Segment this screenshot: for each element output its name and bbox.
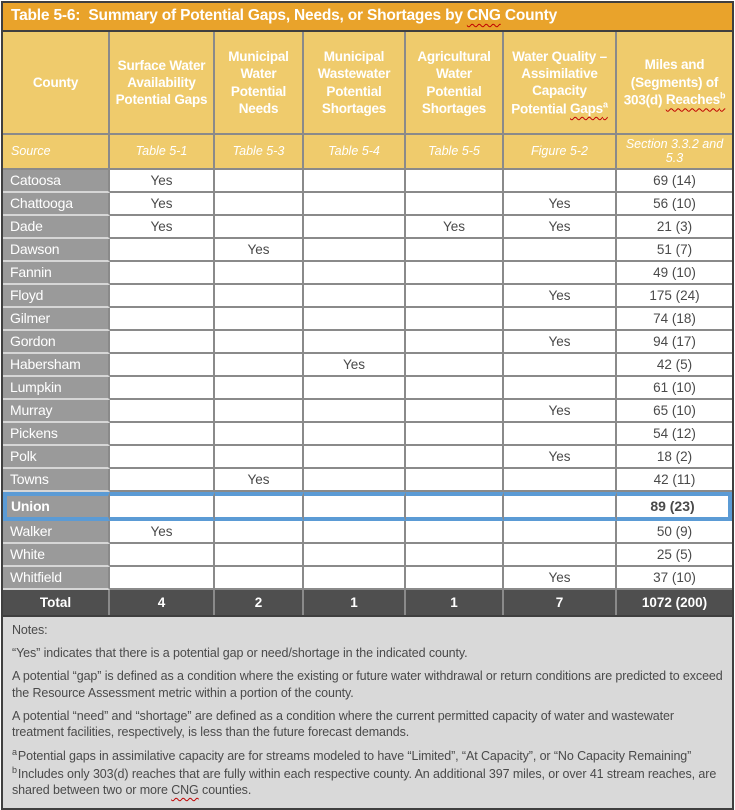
county-cell: Murray xyxy=(3,400,110,423)
value-cell xyxy=(110,239,215,262)
source-table-5-5: Table 5-5 xyxy=(406,135,504,170)
value-cell xyxy=(406,170,504,193)
value-cell xyxy=(504,354,617,377)
value-cell xyxy=(304,521,406,544)
value-cell xyxy=(110,308,215,331)
value-cell xyxy=(504,423,617,446)
miles-cell: 42 (11) xyxy=(617,469,732,492)
value-cell xyxy=(406,285,504,308)
miles-cell: 18 (2) xyxy=(617,446,732,469)
value-cell: Yes xyxy=(110,193,215,216)
value-cell xyxy=(304,446,406,469)
misspelled-word-gaps xyxy=(570,101,608,116)
gaps-word: Gaps xyxy=(570,101,603,117)
county-cell: Lumpkin xyxy=(3,377,110,400)
value-cell xyxy=(406,331,504,354)
value-cell xyxy=(110,446,215,469)
gaps-needs-shortages-table xyxy=(3,32,732,615)
footnote-b-marker: b xyxy=(12,764,17,775)
value-cell xyxy=(110,354,215,377)
miles-cell: 42 (5) xyxy=(617,354,732,377)
total-agricultural-water: 1 xyxy=(406,590,504,615)
source-table-5-4: Table 5-4 xyxy=(304,135,406,170)
value-cell xyxy=(406,521,504,544)
county-cell: Fannin xyxy=(3,262,110,285)
table-row-chattooga xyxy=(3,193,732,216)
miles-cell: 21 (3) xyxy=(617,216,732,239)
footnote-b xyxy=(12,765,723,799)
value-cell xyxy=(215,521,304,544)
value-cell: Yes xyxy=(215,239,304,262)
value-cell xyxy=(406,423,504,446)
value-cell xyxy=(304,331,406,354)
source-row xyxy=(3,135,732,170)
footnote-b-text-end: counties. xyxy=(198,783,252,798)
value-cell xyxy=(215,262,304,285)
total-water-quality: 7 xyxy=(504,590,617,615)
table-row-murray xyxy=(3,400,732,423)
value-cell xyxy=(215,170,304,193)
miles-cell: 37 (10) xyxy=(617,567,732,590)
county-cell: Walker xyxy=(3,521,110,544)
footnote-a-text: Potential gaps in assimilative capacity are for streams modeled to have “Limited”, “At Capacity”, or “No Capacity Remaining” xyxy=(17,749,692,764)
table-row-dade xyxy=(3,216,732,239)
misspelled-word-cng: CNG xyxy=(466,7,501,24)
miles-cell: 74 (18) xyxy=(617,308,732,331)
source-figure-5-2: Figure 5-2 xyxy=(504,135,617,170)
source-table-5-3: Table 5-3 xyxy=(215,135,304,170)
value-cell xyxy=(304,544,406,567)
value-cell xyxy=(304,377,406,400)
value-cell xyxy=(110,262,215,285)
footnote-a xyxy=(12,747,723,764)
county-cell: Pickens xyxy=(3,423,110,446)
table-row-dawson xyxy=(3,239,732,262)
value-cell xyxy=(406,262,504,285)
value-cell: Yes xyxy=(406,216,504,239)
county-cell: Dawson xyxy=(3,239,110,262)
notes-section xyxy=(3,615,732,809)
total-label: Total xyxy=(3,590,110,615)
value-cell xyxy=(215,492,304,521)
total-miles: 1072 (200) xyxy=(617,590,732,615)
footnote-marker-b: b xyxy=(719,90,726,101)
miles-cell: 175 (24) xyxy=(617,285,732,308)
total-surface-water: 4 xyxy=(110,590,215,615)
value-cell xyxy=(110,469,215,492)
miles-cell: 50 (9) xyxy=(617,521,732,544)
col-header-municipal-water: Municipal Water Potential Needs xyxy=(215,32,304,135)
col-header-surface-water: Surface Water Availability Potential Gaps xyxy=(110,32,215,135)
county-cell: Whitfield xyxy=(3,567,110,590)
table-row-pickens xyxy=(3,423,732,446)
value-cell: Yes xyxy=(110,216,215,239)
value-cell xyxy=(110,423,215,446)
value-cell: Yes xyxy=(215,469,304,492)
value-cell xyxy=(215,423,304,446)
value-cell xyxy=(110,377,215,400)
col-header-municipal-wastewater: Municipal Wastewater Potential Shortages xyxy=(304,32,406,135)
value-cell xyxy=(215,193,304,216)
value-cell xyxy=(504,377,617,400)
miles-cell: 89 (23) xyxy=(617,492,732,521)
county-cell: Gordon xyxy=(3,331,110,354)
value-cell xyxy=(110,400,215,423)
value-cell xyxy=(215,567,304,590)
value-cell: Yes xyxy=(504,285,617,308)
value-cell: Yes xyxy=(504,193,617,216)
miles-cell: 25 (5) xyxy=(617,544,732,567)
note-yes-definition: “Yes” indicates that there is a potential gap or need/shortage in the indicated county. xyxy=(12,646,468,660)
table-row-walker xyxy=(3,521,732,544)
value-cell xyxy=(304,423,406,446)
miles-cell: 51 (7) xyxy=(617,239,732,262)
miles-cell: 65 (10) xyxy=(617,400,732,423)
county-cell: Dade xyxy=(3,216,110,239)
value-cell xyxy=(215,331,304,354)
value-cell xyxy=(304,308,406,331)
table-row-gilmer xyxy=(3,308,732,331)
header-row xyxy=(3,32,732,135)
value-cell: Yes xyxy=(504,567,617,590)
value-cell xyxy=(406,354,504,377)
value-cell xyxy=(215,216,304,239)
value-cell xyxy=(215,308,304,331)
value-cell: Yes xyxy=(304,354,406,377)
value-cell xyxy=(304,400,406,423)
value-cell xyxy=(504,308,617,331)
value-cell xyxy=(504,170,617,193)
value-cell xyxy=(406,308,504,331)
table-row-fannin xyxy=(3,262,732,285)
value-cell xyxy=(504,521,617,544)
footnote-marker-a: a xyxy=(602,99,608,110)
value-cell: Yes xyxy=(504,446,617,469)
value-cell xyxy=(406,400,504,423)
value-cell xyxy=(504,544,617,567)
value-cell xyxy=(304,262,406,285)
table-title-suffix: County xyxy=(500,7,558,24)
col-header-miles-segments xyxy=(617,32,732,135)
table-row-habersham xyxy=(3,354,732,377)
value-cell xyxy=(215,354,304,377)
value-cell xyxy=(304,285,406,308)
county-cell: White xyxy=(3,544,110,567)
miles-cell: 56 (10) xyxy=(617,193,732,216)
value-cell xyxy=(110,285,215,308)
value-cell xyxy=(304,469,406,492)
value-cell xyxy=(406,567,504,590)
value-cell xyxy=(215,285,304,308)
county-cell: Union xyxy=(3,492,110,521)
miles-cell: 49 (10) xyxy=(617,262,732,285)
note-gap-definition: A potential “gap” is defined as a condition where the existing or future water withdrawal or return conditions are predicted to exceed the Resource Assessment metric within a portion of the county. xyxy=(12,669,723,700)
value-cell: Yes xyxy=(110,521,215,544)
value-cell xyxy=(215,377,304,400)
value-cell xyxy=(304,239,406,262)
county-cell: Catoosa xyxy=(3,170,110,193)
value-cell xyxy=(304,193,406,216)
table-title-text: Table 5-6: Summary of Potential Gaps, Needs, or Shortages by xyxy=(11,7,467,24)
table-title xyxy=(3,3,732,32)
table-row-polk xyxy=(3,446,732,469)
miles-cell: 54 (12) xyxy=(617,423,732,446)
value-cell xyxy=(406,492,504,521)
value-cell xyxy=(215,400,304,423)
county-cell: Polk xyxy=(3,446,110,469)
miles-cell: 61 (10) xyxy=(617,377,732,400)
reaches-word: Reaches xyxy=(665,92,720,108)
table-row-lumpkin xyxy=(3,377,732,400)
value-cell xyxy=(406,469,504,492)
value-cell xyxy=(504,469,617,492)
table-row-catoosa xyxy=(3,170,732,193)
misspelled-word-cng-note: CNG xyxy=(171,783,199,798)
table-row-floyd xyxy=(3,285,732,308)
value-cell xyxy=(304,170,406,193)
value-cell xyxy=(110,544,215,567)
miles-cell: 69 (14) xyxy=(617,170,732,193)
total-municipal-wastewater: 1 xyxy=(304,590,406,615)
col-header-water-quality xyxy=(504,32,617,135)
miles-cell: 94 (17) xyxy=(617,331,732,354)
value-cell xyxy=(504,262,617,285)
county-cell: Floyd xyxy=(3,285,110,308)
miles-header-text: Miles and (Segments) of 303(d) xyxy=(623,57,719,108)
value-cell xyxy=(406,544,504,567)
county-cell: Towns xyxy=(3,469,110,492)
footnote-b-text: Includes only 303(d) reaches that are fully within each respective county. An additional 397 miles, or over 41 stream reaches, are shared between two or more xyxy=(12,766,717,798)
col-header-county: County xyxy=(3,32,110,135)
table-row-gordon xyxy=(3,331,732,354)
table-row-white xyxy=(3,544,732,567)
value-cell xyxy=(406,377,504,400)
source-table-5-1: Table 5-1 xyxy=(110,135,215,170)
value-cell xyxy=(406,446,504,469)
value-cell xyxy=(504,239,617,262)
table-row-whitfield xyxy=(3,567,732,590)
county-cell: Gilmer xyxy=(3,308,110,331)
footnote-a-marker: a xyxy=(12,747,17,758)
summary-table xyxy=(1,1,734,810)
value-cell xyxy=(406,239,504,262)
note-need-shortage-definition: A potential “need” and “shortage” are defined as a condition where the current permitted capacity of water and wastewater treatment facilities, respectively, is less than the future forecast demands. xyxy=(12,708,674,739)
value-cell xyxy=(304,492,406,521)
value-cell: Yes xyxy=(504,331,617,354)
total-municipal-water: 2 xyxy=(215,590,304,615)
source-section: Section 3.3.2 and 5.3 xyxy=(617,135,732,170)
county-cell: Habersham xyxy=(3,354,110,377)
value-cell xyxy=(406,193,504,216)
value-cell xyxy=(110,331,215,354)
value-cell xyxy=(304,567,406,590)
value-cell xyxy=(304,216,406,239)
table-row-union xyxy=(3,492,732,521)
value-cell: Yes xyxy=(110,170,215,193)
misspelled-word-reaches xyxy=(666,92,725,107)
source-label: Source xyxy=(3,135,110,170)
value-cell xyxy=(110,567,215,590)
value-cell: Yes xyxy=(504,216,617,239)
water-quality-header-text: Water Quality – Assimilative Capacity Potential xyxy=(511,48,607,117)
value-cell xyxy=(215,544,304,567)
col-header-agricultural-water: Agricultural Water Potential Shortages xyxy=(406,32,504,135)
value-cell xyxy=(215,446,304,469)
notes-heading: Notes: xyxy=(12,622,48,637)
total-row xyxy=(3,590,732,615)
value-cell xyxy=(110,492,215,521)
table-row-towns xyxy=(3,469,732,492)
value-cell xyxy=(504,492,617,521)
county-cell: Chattooga xyxy=(3,193,110,216)
value-cell: Yes xyxy=(504,400,617,423)
